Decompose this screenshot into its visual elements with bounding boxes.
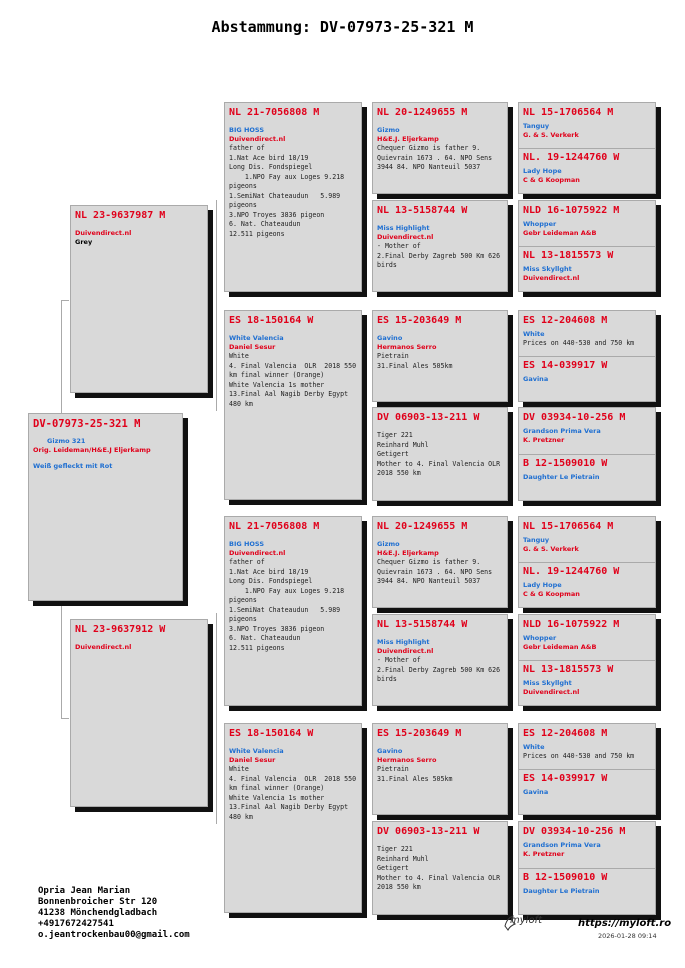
ggp-ring: NL 20-1249655 M xyxy=(377,107,468,118)
great-grandparent-card[interactable] xyxy=(372,310,508,402)
dam-card[interactable] xyxy=(70,619,208,807)
sire-ring: NL 23-9637987 M xyxy=(75,210,166,221)
g4-ring: ES 14-039917 W xyxy=(523,360,608,371)
owner-phone: +4917672427541 xyxy=(38,919,114,929)
granddam-breeder: Daniel Sesur xyxy=(229,343,276,351)
g4-ring: DV 03934-10-256 M xyxy=(523,412,626,423)
g4-card[interactable] xyxy=(518,821,656,915)
granddam-name: White Valencia xyxy=(229,747,284,755)
grandsire-breeder: Duivendirect.nl xyxy=(229,135,286,143)
connector-line xyxy=(61,600,62,718)
g4-ring: NL. 19-1244760 W xyxy=(523,566,620,577)
g4-name: Miss Skyllght xyxy=(523,679,572,687)
g4-card[interactable] xyxy=(518,310,656,402)
ggp-breeder: Hermanos Serro xyxy=(377,756,437,764)
ggp-breeder: H&E.J. Eljerkamp xyxy=(377,135,439,143)
g4-breeder: G. & S. Verkerk xyxy=(523,131,579,139)
owner-email[interactable]: o.jeantrockenbau00@gmail.com xyxy=(38,930,190,940)
g4-ring: NLD 16-1075922 M xyxy=(523,205,620,216)
ggp-info: Pietrain 31.Final Ales 505km xyxy=(377,352,453,370)
page-title: Abstammung: DV-07973-25-321 M xyxy=(211,18,474,36)
g4-ring: ES 12-204608 M xyxy=(523,728,608,739)
ggp-info: Tiger 221 Reinhard Muhl Getigert Mother to 4. Final Valencia OLR 2018 550 km xyxy=(377,431,501,477)
g4-name: Tanguy xyxy=(523,122,550,130)
ggp-name: Miss Highlight xyxy=(377,224,430,232)
grandsire-name: BIG HOSS xyxy=(229,540,265,548)
granddam-card[interactable] xyxy=(224,310,362,500)
great-grandparent-card[interactable] xyxy=(372,614,508,706)
granddam-ring: ES 18-150164 W xyxy=(229,315,314,326)
granddam-card[interactable] xyxy=(224,723,362,913)
grandsire-breeder: Duivendirect.nl xyxy=(229,549,286,557)
g4-info: Prices on 440-530 and 750 km xyxy=(523,339,635,347)
grandsire-ring: NL 21-7056808 M xyxy=(229,521,320,532)
ggp-info: Pietrain 31.Final Ales 505km xyxy=(377,765,453,783)
granddam-info: White 4. Final Valencia OLR 2018 550 km final winner (Orange) White Valencia 1s mother 13.Final Aal Nagib Derby Egypt 480 km xyxy=(229,765,357,821)
g4-name: Grandson Prima Vera xyxy=(523,427,601,435)
ggp-info: Chequer Gizmo is father 9. Quievrain 1673 . 64. NPO Sens 3944 84. NPO Nanteuil 5037 xyxy=(377,144,497,171)
g4-breeder: Duivendirect.nl xyxy=(523,274,580,282)
g4-name: White xyxy=(523,743,545,751)
g4-card[interactable] xyxy=(518,516,656,608)
dam-ring: NL 23-9637912 W xyxy=(75,624,166,635)
g4-card[interactable] xyxy=(518,407,656,501)
ggp-ring: DV 06903-13-211 W xyxy=(377,826,480,837)
grandsire-card[interactable] xyxy=(224,516,362,706)
g4-breeder: Duivendirect.nl xyxy=(523,688,580,696)
g4-name: Daughter Le Pietrain xyxy=(523,887,600,895)
ggp-breeder: Hermanos Serro xyxy=(377,343,437,351)
great-grandparent-card[interactable] xyxy=(372,516,508,608)
g4-name: Lady Hope xyxy=(523,581,562,589)
owner-street: Bonnenbroicher Str 120 xyxy=(38,897,158,907)
ggp-info: - Mother of 2.Final Derby Zagreb 500 Km 626 birds xyxy=(377,242,501,269)
g4-ring: NL 15-1706564 M xyxy=(523,107,614,118)
sire-breeder: Duivendirect.nl xyxy=(75,229,132,237)
great-grandparent-card[interactable] xyxy=(372,821,508,915)
g4-ring: NL 13-1815573 W xyxy=(523,664,614,675)
g4-ring: B 12-1509010 W xyxy=(523,458,608,469)
subject-card[interactable] xyxy=(28,413,183,601)
g4-breeder: Gebr Leideman A&B xyxy=(523,643,597,651)
ggp-name: Gizmo xyxy=(377,540,400,548)
g4-name: Whopper xyxy=(523,220,557,228)
g4-breeder: C & G Koopman xyxy=(523,176,580,184)
connector-line xyxy=(61,300,62,416)
connector-line xyxy=(216,200,217,411)
grandsire-card[interactable] xyxy=(224,102,362,292)
ggp-info: - Mother of 2.Final Derby Zagreb 500 Km 626 birds xyxy=(377,656,501,683)
owner-contact xyxy=(38,886,190,941)
g4-ring: NL 13-1815573 W xyxy=(523,250,614,261)
g4-breeder: K. Pretzner xyxy=(523,850,565,858)
dam-breeder: Duivendirect.nl xyxy=(75,643,132,651)
g4-ring: NL. 19-1244760 W xyxy=(523,152,620,163)
grandsire-info: father of 1.Nat Ace bird 18/19 Long Dis. Fondspiegel 1.NPO Fay aux Loges 9.218 pigeons 1.SemiNat Chateaudun 5.989 pigeons 3.NPO Troyes 3836 pigeon 6. Nat. Chateaudun 12.511 pigeons xyxy=(229,558,345,652)
ggp-name: Gizmo xyxy=(377,126,400,134)
ggp-breeder: Duivendirect.nl xyxy=(377,233,434,241)
ggp-ring: ES 15-203649 M xyxy=(377,315,462,326)
subject-breeder: Orig. Leideman/H&E.J Eljerkamp xyxy=(33,446,151,454)
grandsire-ring: NL 21-7056808 M xyxy=(229,107,320,118)
subject-ring: DV-07973-25-321 M xyxy=(33,418,141,430)
ggp-ring: NL 20-1249655 M xyxy=(377,521,468,532)
g4-ring: ES 14-039917 W xyxy=(523,773,608,784)
g4-name: Gavina xyxy=(523,788,549,796)
granddam-ring: ES 18-150164 W xyxy=(229,728,314,739)
site-link[interactable]: https://myloft.ro xyxy=(578,918,672,929)
g4-name: Gavina xyxy=(523,375,549,383)
granddam-breeder: Daniel Sesur xyxy=(229,756,276,764)
brand-logo: myloft xyxy=(510,915,542,926)
ggp-name: Gavino xyxy=(377,747,403,755)
great-grandparent-card[interactable] xyxy=(372,200,508,292)
g4-name: Lady Hope xyxy=(523,167,562,175)
g4-name: Daughter Le Pietrain xyxy=(523,473,600,481)
g4-name: Tanguy xyxy=(523,536,550,544)
g4-card[interactable] xyxy=(518,723,656,815)
sire-color: Grey xyxy=(75,238,93,246)
g4-breeder: Gebr Leideman A&B xyxy=(523,229,597,237)
g4-name: Miss Skyllght xyxy=(523,265,572,273)
g4-ring: DV 03934-10-256 M xyxy=(523,826,626,837)
owner-name: Opria Jean Marian xyxy=(38,886,131,896)
g4-name: Whopper xyxy=(523,634,557,642)
g4-breeder: C & G Koopman xyxy=(523,590,580,598)
connector-line xyxy=(61,718,69,719)
ggp-ring: NL 13-5158744 W xyxy=(377,619,468,630)
ggp-ring: DV 06903-13-211 W xyxy=(377,412,480,423)
g4-name: Grandson Prima Vera xyxy=(523,841,601,849)
ggp-name: Gavino xyxy=(377,334,403,342)
grandsire-info: father of 1.Nat Ace bird 18/19 Long Dis. Fondspiegel 1.NPO Fay aux Loges 9.218 pigeons 1.SemiNat Chateaudun 5.989 pigeons 3.NPO Troyes 3836 pigeon 6. Nat. Chateaudun 12.511 pigeons xyxy=(229,144,345,238)
ggp-breeder: Duivendirect.nl xyxy=(377,647,434,655)
granddam-info: White 4. Final Valencia OLR 2018 550 km final winner (Orange) White Valencia 1s mother 13.Final Aal Nagib Derby Egypt 480 km xyxy=(229,352,357,408)
g4-name: White xyxy=(523,330,545,338)
g4-ring: NL 15-1706564 M xyxy=(523,521,614,532)
connector-line xyxy=(216,613,217,824)
g4-breeder: G. & S. Verkerk xyxy=(523,545,579,553)
grandsire-name: BIG HOSS xyxy=(229,126,265,134)
owner-city: 41238 Mönchendgladbach xyxy=(38,908,158,918)
ggp-info: Tiger 221 Reinhard Muhl Getigert Mother to 4. Final Valencia OLR 2018 550 km xyxy=(377,845,501,891)
g4-card[interactable] xyxy=(518,614,656,706)
g4-ring: ES 12-204608 M xyxy=(523,315,608,326)
granddam-name: White Valencia xyxy=(229,334,284,342)
subject-color: Weiß gefleckt mit Rot xyxy=(33,462,113,470)
g4-info: Prices on 440-530 and 750 km xyxy=(523,752,635,760)
great-grandparent-card[interactable] xyxy=(372,407,508,501)
great-grandparent-card[interactable] xyxy=(372,102,508,194)
ggp-breeder: H&E.J. Eljerkamp xyxy=(377,549,439,557)
ggp-ring: ES 15-203649 M xyxy=(377,728,462,739)
sire-card[interactable] xyxy=(70,205,208,393)
g4-card[interactable] xyxy=(518,102,656,194)
g4-breeder: K. Pretzner xyxy=(523,436,565,444)
ggp-info: Chequer Gizmo is father 9. Quievrain 1673 . 64. NPO Sens 3944 84. NPO Nanteuil 5037 xyxy=(377,558,497,585)
g4-ring: NLD 16-1075922 M xyxy=(523,619,620,630)
great-grandparent-card[interactable] xyxy=(372,723,508,815)
connector-line xyxy=(61,300,69,301)
ggp-ring: NL 13-5158744 W xyxy=(377,205,468,216)
ggp-name: Miss Highlight xyxy=(377,638,430,646)
g4-ring: B 12-1509010 W xyxy=(523,872,608,883)
print-date: 2026-01-28 09:14 xyxy=(598,932,657,940)
g4-card[interactable] xyxy=(518,200,656,292)
subject-name: Gizmo 321 xyxy=(47,437,86,445)
